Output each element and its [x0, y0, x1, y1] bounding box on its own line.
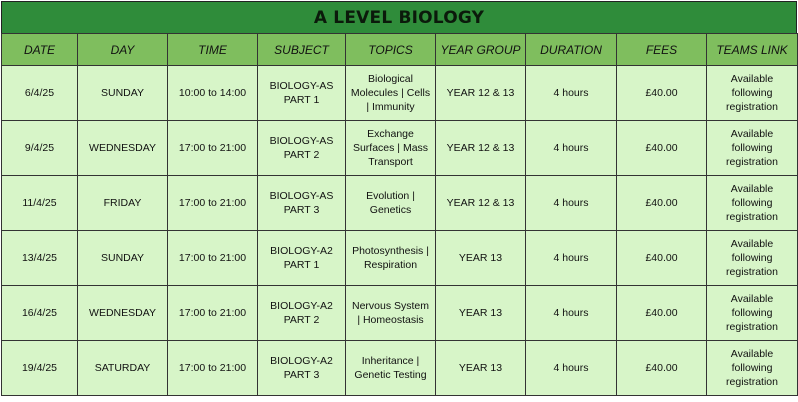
- column-header-time: TIME: [168, 34, 258, 66]
- cell-day: SUNDAY: [78, 66, 168, 121]
- cell-topics: Photosynthesis | Respiration: [346, 231, 436, 286]
- cell-teams-link: Available following registration: [707, 341, 798, 396]
- cell-topics: Evolution | Genetics: [346, 176, 436, 231]
- cell-fees: £40.00: [617, 176, 707, 231]
- column-header-date: DATE: [2, 34, 78, 66]
- cell-topics: Exchange Surfaces | Mass Transport: [346, 121, 436, 176]
- table-row: [2, 66, 798, 121]
- cell-time: 10:00 to 14:00: [168, 66, 258, 121]
- cell-duration: 4 hours: [526, 286, 617, 341]
- cell-time: 17:00 to 21:00: [168, 286, 258, 341]
- schedule-table: [1, 33, 798, 396]
- cell-day: FRIDAY: [78, 176, 168, 231]
- cell-year-group: YEAR 13: [436, 231, 526, 286]
- table-row: [2, 121, 798, 176]
- cell-teams-link: Available following registration: [707, 66, 798, 121]
- cell-time: 17:00 to 21:00: [168, 121, 258, 176]
- cell-fees: £40.00: [617, 121, 707, 176]
- cell-duration: 4 hours: [526, 66, 617, 121]
- cell-time: 17:00 to 21:00: [168, 341, 258, 396]
- table-row: [2, 231, 798, 286]
- cell-duration: 4 hours: [526, 231, 617, 286]
- cell-duration: 4 hours: [526, 121, 617, 176]
- cell-date: 19/4/25: [2, 341, 78, 396]
- cell-topics: Nervous System | Homeostasis: [346, 286, 436, 341]
- cell-date: 9/4/25: [2, 121, 78, 176]
- cell-fees: £40.00: [617, 286, 707, 341]
- cell-teams-link: Available following registration: [707, 286, 798, 341]
- column-header-duration: DURATION: [526, 34, 617, 66]
- cell-year-group: YEAR 13: [436, 286, 526, 341]
- cell-year-group: YEAR 12 & 13: [436, 176, 526, 231]
- cell-time: 17:00 to 21:00: [168, 176, 258, 231]
- page-title: A LEVEL BIOLOGY: [1, 1, 797, 34]
- column-header-subject: SUBJECT: [258, 34, 346, 66]
- cell-year-group: YEAR 13: [436, 341, 526, 396]
- cell-subject: BIOLOGY-AS PART 3: [258, 176, 346, 231]
- column-header-topics: TOPICS: [346, 34, 436, 66]
- table-row: [2, 341, 798, 396]
- table-row: [2, 176, 798, 231]
- table-row: [2, 286, 798, 341]
- cell-teams-link: Available following registration: [707, 121, 798, 176]
- column-header-year-group: YEAR GROUP: [436, 34, 526, 66]
- column-header-teams-link: TEAMS LINK: [707, 34, 798, 66]
- cell-subject: BIOLOGY-A2 PART 3: [258, 341, 346, 396]
- cell-duration: 4 hours: [526, 176, 617, 231]
- cell-date: 16/4/25: [2, 286, 78, 341]
- cell-topics: Inheritance | Genetic Testing: [346, 341, 436, 396]
- cell-year-group: YEAR 12 & 13: [436, 121, 526, 176]
- column-header-day: DAY: [78, 34, 168, 66]
- cell-fees: £40.00: [617, 341, 707, 396]
- cell-fees: £40.00: [617, 231, 707, 286]
- table-header-row: [2, 34, 798, 66]
- cell-year-group: YEAR 12 & 13: [436, 66, 526, 121]
- cell-date: 6/4/25: [2, 66, 78, 121]
- cell-subject: BIOLOGY-A2 PART 1: [258, 231, 346, 286]
- cell-day: WEDNESDAY: [78, 121, 168, 176]
- cell-date: 13/4/25: [2, 231, 78, 286]
- cell-date: 11/4/25: [2, 176, 78, 231]
- cell-teams-link: Available following registration: [707, 231, 798, 286]
- cell-fees: £40.00: [617, 66, 707, 121]
- cell-day: SUNDAY: [78, 231, 168, 286]
- cell-topics: Biological Molecules | Cells | Immunity: [346, 66, 436, 121]
- cell-time: 17:00 to 21:00: [168, 231, 258, 286]
- cell-day: WEDNESDAY: [78, 286, 168, 341]
- column-header-fees: FEES: [617, 34, 707, 66]
- cell-subject: BIOLOGY-AS PART 1: [258, 66, 346, 121]
- cell-teams-link: Available following registration: [707, 176, 798, 231]
- cell-subject: BIOLOGY-A2 PART 2: [258, 286, 346, 341]
- cell-subject: BIOLOGY-AS PART 2: [258, 121, 346, 176]
- cell-day: SATURDAY: [78, 341, 168, 396]
- cell-duration: 4 hours: [526, 341, 617, 396]
